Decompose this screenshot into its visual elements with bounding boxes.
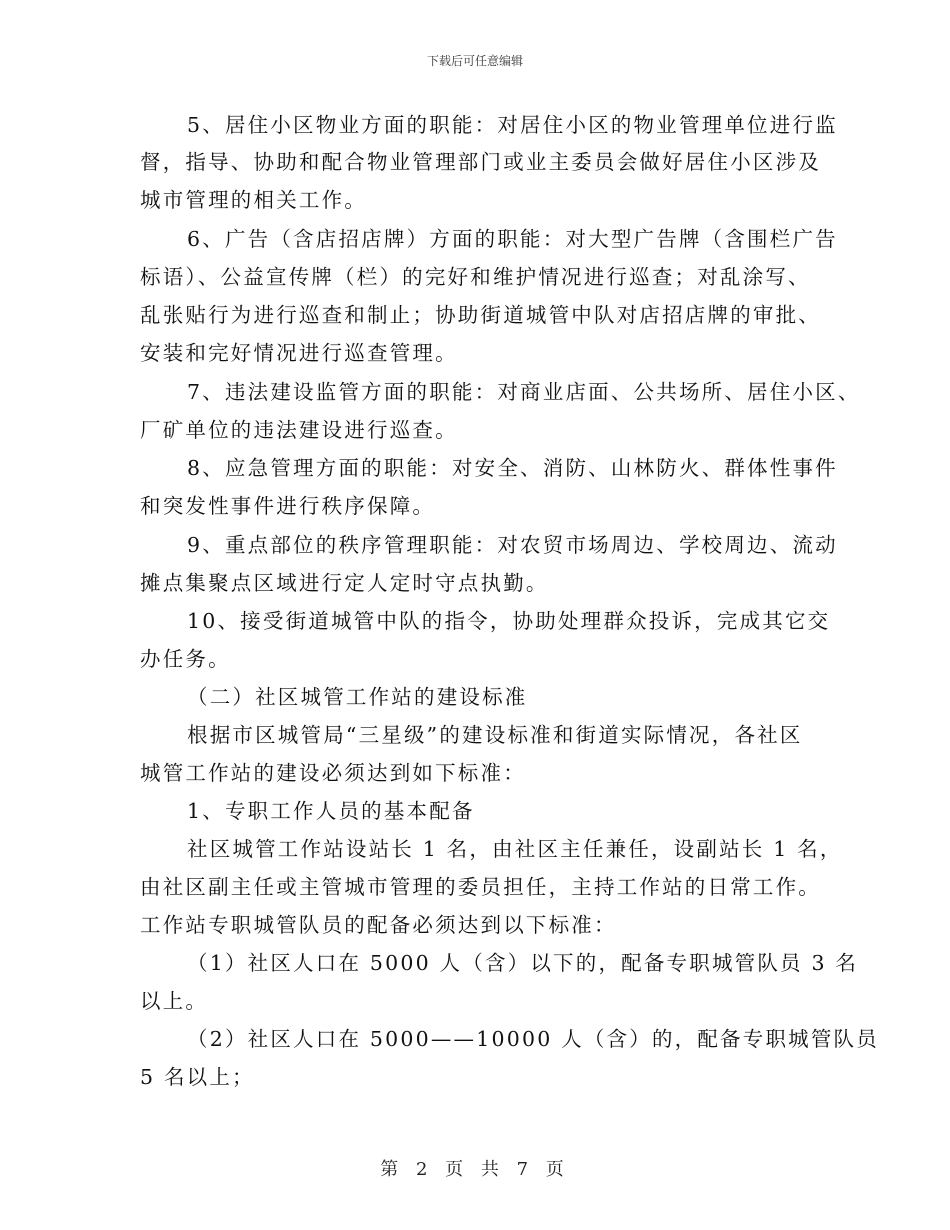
text-line: 5 名以上； [140, 1065, 255, 1089]
text-line: 10、接受街道城管中队的指令，协助处理群众投诉，完成其它交 [187, 609, 831, 633]
text-line: 6、广告（含店招店牌）方面的职能：对大型广告牌（含围栏广告 [187, 227, 838, 251]
text-line: 城管工作站的建设必须达到如下标准： [140, 761, 526, 785]
text-line: 城市管理的相关工作。 [140, 188, 367, 212]
text-line: 9、重点部位的秩序管理职能：对农贸市场周边、学校周边、流动 [187, 533, 838, 557]
section-heading: （二）社区城管工作站的建设标准 [187, 685, 528, 709]
text-line: 乱张贴行为进行巡查和制止；协助街道城管中队对店招店牌的审批、 [140, 303, 821, 327]
text-line: 由社区副主任或主管城市管理的委员担任，主持工作站的日常工作。 [140, 875, 821, 899]
subsection-heading: 1、专职工作人员的基本配备 [187, 799, 475, 823]
text-line: 摊点集聚点区域进行定人定时守点执勤。 [140, 571, 549, 595]
text-line: 5、居住小区物业方面的职能：对居住小区的物业管理单位进行监 [187, 113, 838, 137]
text-line: 办任务。 [140, 647, 231, 671]
text-line: 8、应急管理方面的职能：对安全、消防、山林防火、群体性事件 [187, 456, 838, 480]
text-line: 7、违法建设监管方面的职能：对商业店面、公共场所、居住小区、 [187, 380, 861, 404]
text-line: 厂矿单位的违法建设进行巡查。 [140, 418, 458, 442]
text-line: 督，指导、协助和配合物业管理部门或业主委员会做好居住小区涉及 [140, 150, 821, 174]
text-line: 和突发性事件进行秩序保障。 [140, 494, 436, 518]
text-line: 社区城管工作站设站长 1 名，由社区主任兼任，设副站长 1 名， [187, 837, 843, 861]
text-line: 标语）、公益宣传牌（栏）的完好和维护情况进行巡查；对乱涂写、 [140, 265, 811, 289]
text-line: 工作站专职城管队员的配备必须达到以下标准： [140, 913, 617, 937]
page-number-footer: 第 2 页 共 7 页 [380, 1159, 570, 1180]
text-line: 安装和完好情况进行巡查管理。 [140, 341, 458, 365]
text-line: （2）社区人口在 5000——10000 人（含）的，配备专职城管队员 [187, 1027, 879, 1051]
text-line: （1）社区人口在 5000 人（含）以下的，配备专职城管队员 3 名 [187, 951, 859, 975]
text-line: 以上。 [140, 989, 209, 1013]
text-line: 根据市区城管局“三星级”的建设标准和街道实际情况，各社区 [187, 723, 803, 747]
page-header: 下载后可任意编辑 [426, 54, 523, 68]
